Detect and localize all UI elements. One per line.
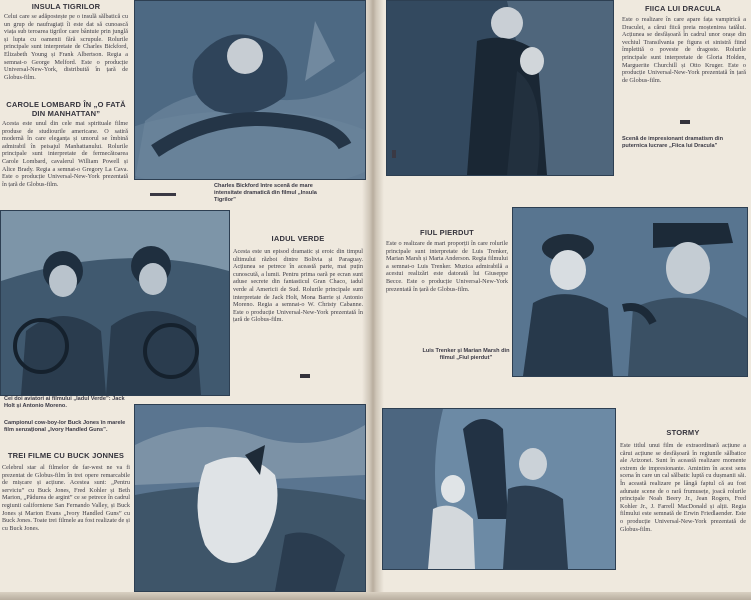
photo-fiul-pierdut <box>512 207 748 377</box>
photo-buck-jones-caption: Campionul cow-boy-lor Buck Jones în marele film senzațional „Ivory Handled Guns”. <box>4 420 126 433</box>
fata-din-manhattan-text: Acesta este unul din cele mai spirituale filme produse de studiourile americane. O satiră modernă în care eleganța și umorul se îmbină admirabil în peisajul Manhattanului. Rolurile principale sunt interpretate de fermecătoarea Carole Lombard, cavalerul William Powell și Alice Brady. Regia a semnat-o Gregory La Cava. Este o producție Universal-New-York prezentată în țară de Globus-film. <box>2 120 128 188</box>
photo-iadul-verde <box>0 210 230 396</box>
section-end-mark <box>680 120 690 124</box>
photo-iadul-verde-caption: Cei doi aviatori ai filmului „Iadul Verde”: Jack Holt și Antonio Moreno. <box>4 396 125 409</box>
photo-buck-jones <box>134 404 366 592</box>
photo-insula-tigrilor <box>134 0 366 180</box>
section-end-mark <box>300 374 310 378</box>
stormy-text: Este titlul unui film de extraordinară acțiune a cărui acțiune se desfășoară în regiunile sălbatice ale Arizonei. Sunt în această realizare momente extrem de impresionante. Amintim în acest sens scena în care un cal sălbatic luptă cu dușmanii săi. În această realizare pe lângă faptul că au fost adunate scene de o rară frumusețe, joacă rolurile principale Noah Beery Jr., Jean Rogers, Fred Kohler Jr., J. Farrell MacDonald și alții. Regia filmului este semnată de Erwin Friedlaender. Este o producție Universal-New-York prezentată de Globus-film. <box>620 442 746 533</box>
photo-iadul-verde-scene <box>1 211 229 395</box>
stormy-heading: STORMY <box>666 428 700 437</box>
insula-tigrilor-text: Celui care se adăpostește pe o insulă sălbatică cu un grup de naufragiați îi este dat să cunoască viața sub teroarea tigrilor care bântuie prin junglă și lupta cu oamenii fără scrupule. Rolurile principale sunt interpretate de Charles Bickford, Elizabeth Young și Frank Albertson. Regia a semnat-o George Melford. Este o producție Universal-New-York, distribuită în țară de Globus-film. <box>4 13 128 81</box>
photo-fiica-lui-dracula-caption: Scenă de impresionant dramatism din puternica lucrare „Fiica lui Dracula” <box>622 136 724 149</box>
iadul-verde-heading: IADUL VERDE <box>271 234 325 243</box>
caption-marker <box>150 193 176 196</box>
photo-insula-tigrilor-scene <box>135 1 365 179</box>
photo-fiul-pierdut-scene <box>513 208 747 376</box>
buck-jones-heading: TREI FILME CU BUCK JONNES <box>7 451 125 460</box>
fiica-lui-dracula-text: Este o realizare în care apare fața vampirică a Draculei, a cărui fiică preia moștenirea tatălui. Acțiunea se desfășoară în cadrul unor orașe din vechiul Transilvania pe figura ei sinistră fiind împletită o poveste de dragoste. Rolurile principale sunt interpretate de Gloria Holden, Marguerite Churchill și Otto Kruger. Este o producție Universal-New-York prezentată în țară de Globus-film. <box>622 16 746 84</box>
fiul-pierdut-text: Este o realizare de mari proporții în care rolurile principale sunt interpretate de Luis Trenker, Marian Marsh și Marta Anderson. Regia filmului a semnat-o Luis Trenker. Muzica admirabilă a acestui realizări este datorată lui Giuseppe Becce. Este o producție Universal-New-York prezentată în țară de Globus-film. <box>386 240 508 293</box>
insula-tigrilor-heading: INSULA TIGRILOR <box>31 2 101 11</box>
buck-jones-text: Celebrul star al filmelor de far-west ne va fi prezentat de Globus-film în trei opere remarcabile de mișcare și acțiune. Acestea sunt: „Pentru serviciu” cu Buck Jones, Fred Kohler și Beth Marion, „Pădurea de argint” ce se petrece în cadrul regiunii californiene San Fernando Valley, și Buck Jones și Marion Evans „Ivory Handled Guns” cu Buck Jones. Toate trei filmele au fost realizate de și cu Buck Jones. <box>2 464 130 532</box>
photo-stormy-scene <box>383 409 615 569</box>
fiica-lui-dracula-heading: FIICA LUI DRACULA <box>644 4 722 13</box>
photo-fiul-pierdut-caption: Luis Trenker și Marian Marsh din filmul „Fiul pierdut” <box>422 348 510 361</box>
fata-din-manhattan-heading: CAROLE LOMBARD ÎN „O FATĂ DIN MANHATTAN” <box>6 100 126 118</box>
fiul-pierdut-heading: FIUL PIERDUT <box>420 228 474 237</box>
photo-fiica-lui-dracula <box>386 0 614 176</box>
page-bottom-edge <box>0 592 751 600</box>
photo-buck-jones-scene <box>135 405 365 591</box>
photo-insula-tigrilor-caption: Charles Bickford între scenă de mare intensitate dramatică din filmul „Insula Tigrilor” <box>214 183 317 203</box>
caption-marker <box>392 150 396 158</box>
iadul-verde-text: Acesta este un episod dramatic și eroic din timpul ultimului război dintre Bolivia și Paraguay. Acțiunea se petrece în această parte, mai puțin cunoscută, a lumii. Pentru prima oară pe ecran sunt aduse secrete din fantasticul Gran Chaco, iadul verde al Americii de Sud. Rolurile principale sunt interpretate de Jack Holt, Mona Barrie și Antonio Moreno. Regia a semnat-o W. Christy Cabanne. Este o producție Universal-New-York prezentată în țară de Globus-film. <box>233 248 363 324</box>
photo-stormy <box>382 408 616 570</box>
photo-fiica-lui-dracula-scene <box>387 1 613 175</box>
